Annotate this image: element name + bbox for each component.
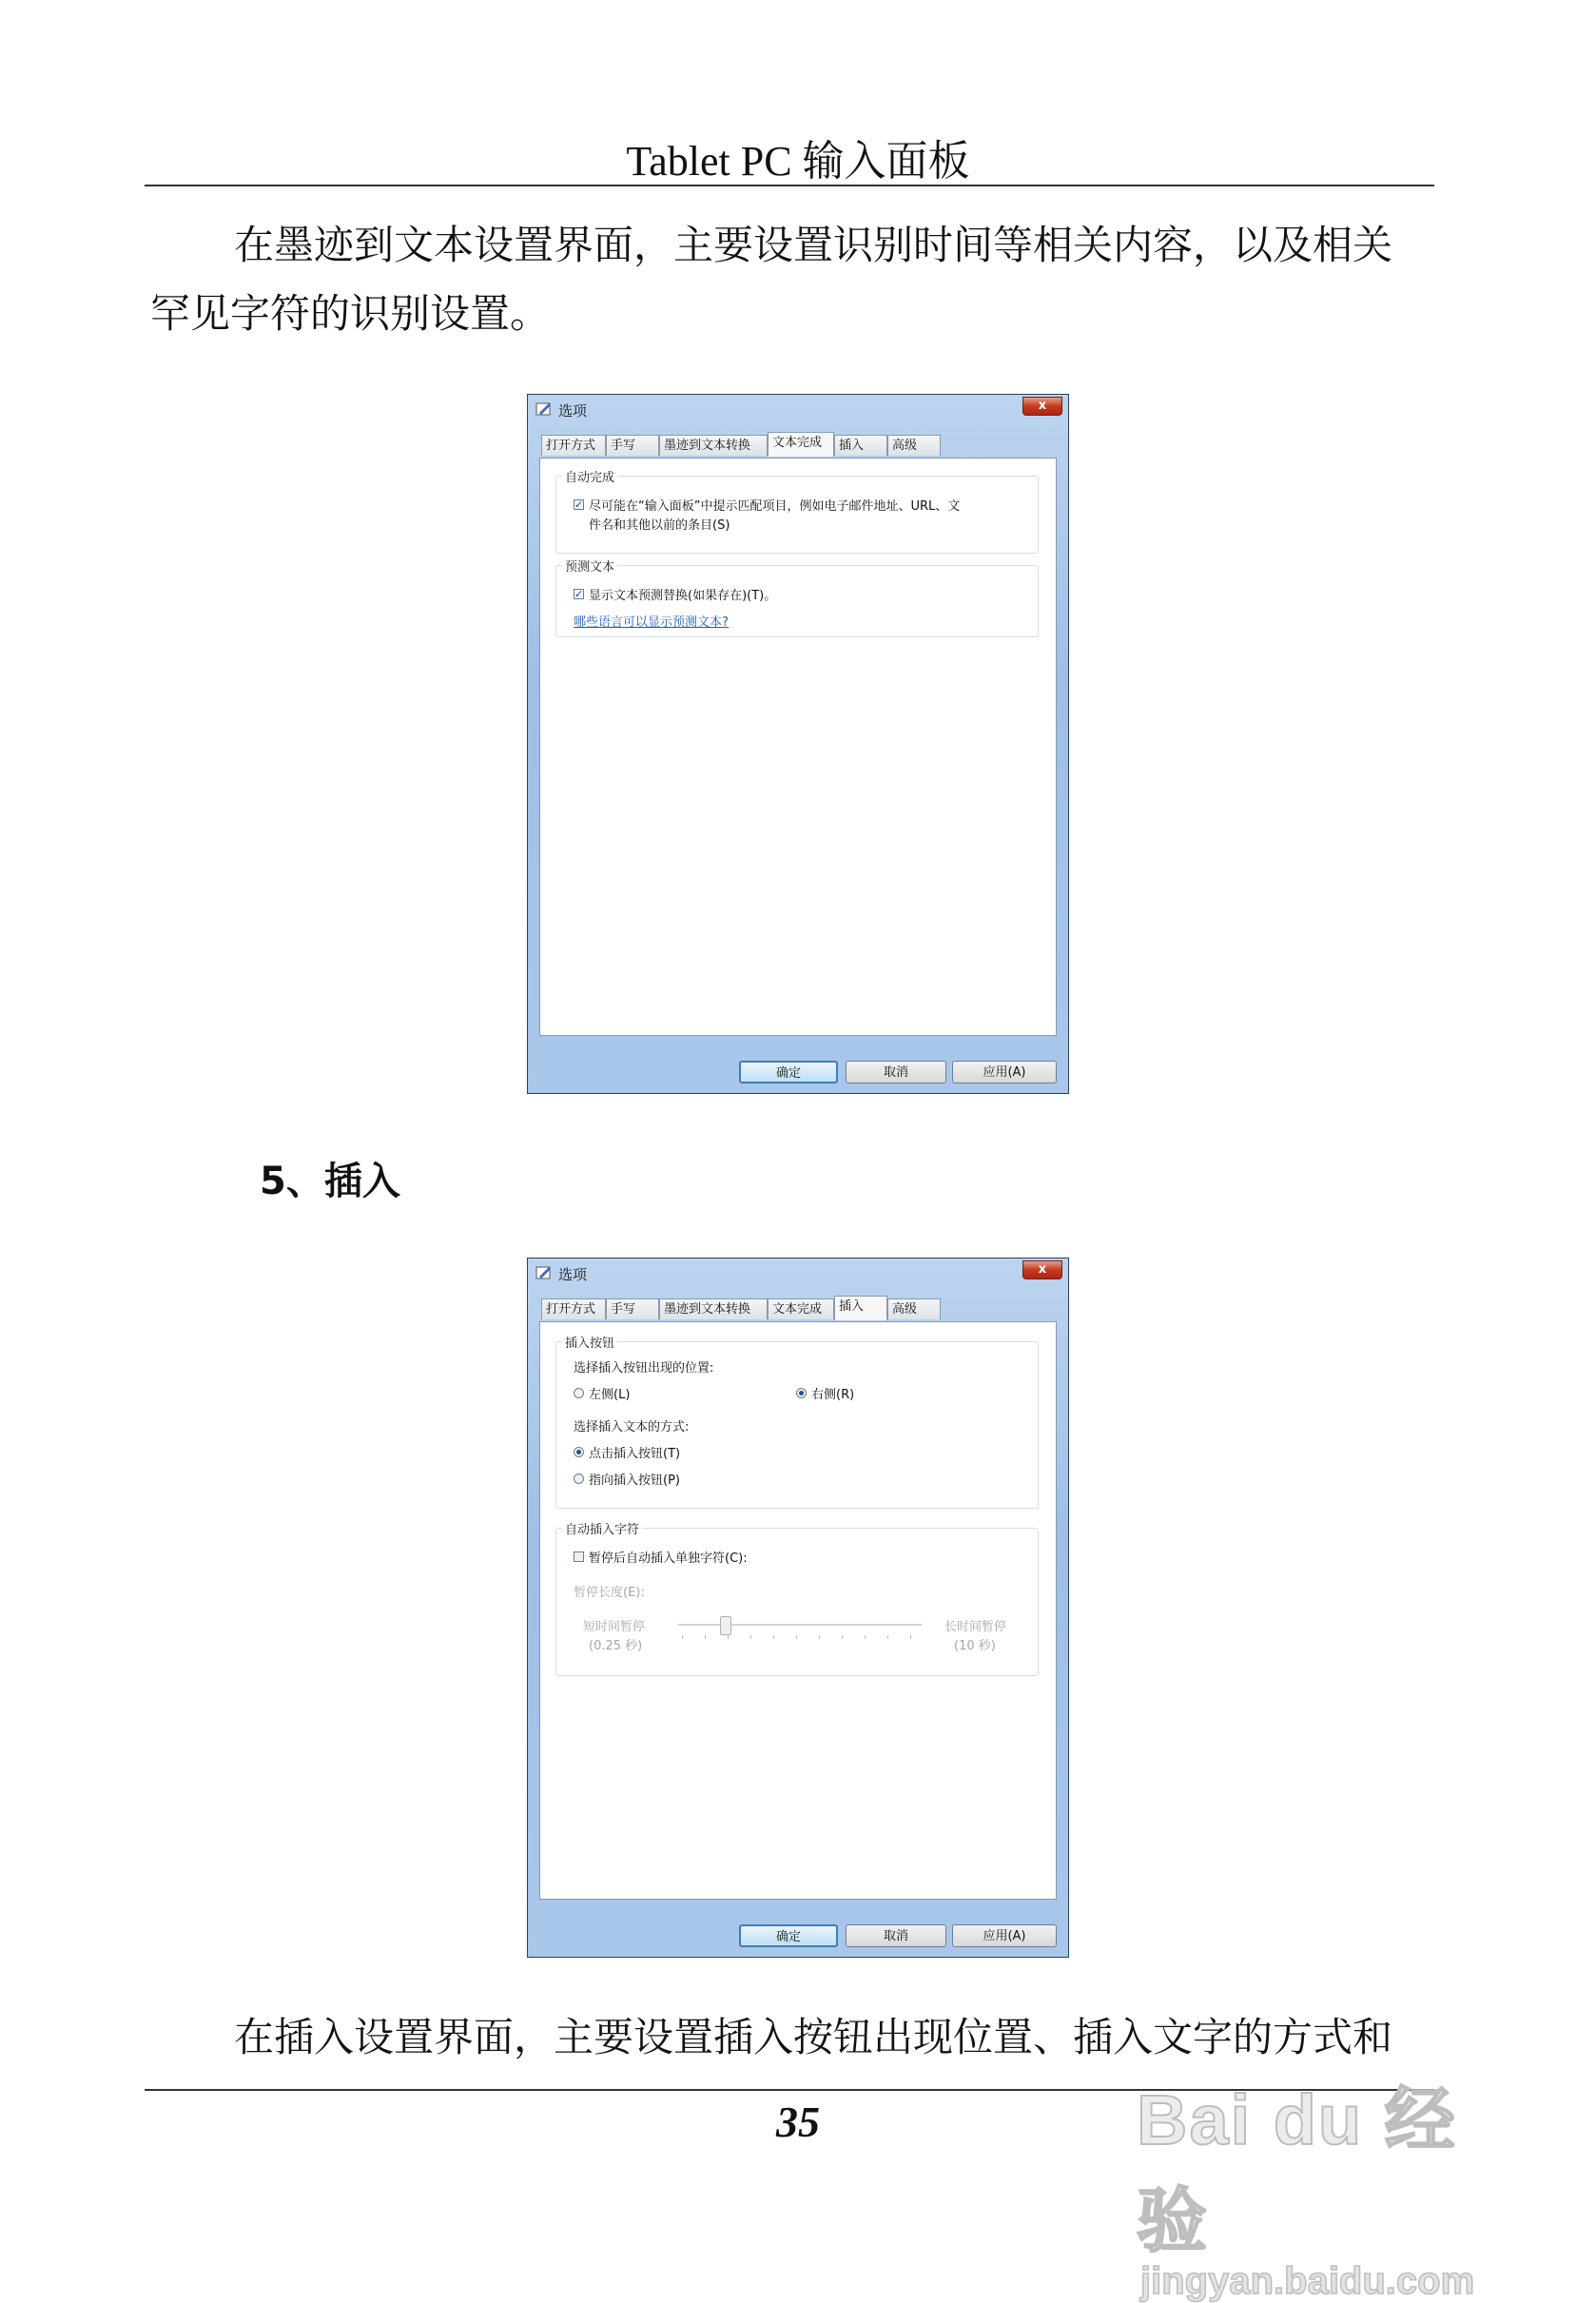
- point-radio-label: 指向插入按钮(P): [589, 1474, 680, 1488]
- tab-advanced[interactable]: 高级: [887, 435, 941, 456]
- auto-insert-checkbox-label: 暂停后自动插入单独字符(C):: [589, 1552, 748, 1566]
- position-label: 选择插入按钮出现的位置:: [574, 1361, 714, 1376]
- cancel-button[interactable]: 取消: [846, 1924, 946, 1947]
- pen-icon: [535, 1265, 553, 1280]
- auto-insert-group: [555, 1523, 1039, 1676]
- tab-open-method[interactable]: 打开方式: [541, 435, 606, 456]
- autocomplete-checkbox[interactable]: ✓: [574, 498, 584, 511]
- tab-text-completion[interactable]: 文本完成: [768, 1298, 834, 1319]
- tab-ink-to-text[interactable]: 墨迹到文本转换: [659, 435, 768, 456]
- short-pause-value: (0.25 秒): [589, 1639, 643, 1653]
- predictive-checkbox[interactable]: ✓: [574, 588, 584, 600]
- baidu-watermark: [1137, 2064, 1517, 2302]
- ok-button[interactable]: 确定: [739, 1061, 838, 1083]
- paragraph-2-line-1: 在插入设置界面，主要设置插入按钮出现位置、插入文字的方式和: [234, 2014, 1393, 2060]
- options-dialog-insert: [527, 1258, 1069, 1958]
- long-pause-value: (10 秒): [954, 1639, 996, 1653]
- paragraph-1-line-2: 罕见字符的识别设置。: [150, 290, 551, 337]
- cancel-button[interactable]: 取消: [846, 1061, 946, 1083]
- slider-thumb[interactable]: [720, 1616, 731, 1635]
- pause-length-label: 暂停长度(E):: [574, 1586, 645, 1600]
- auto-insert-group-title: 自动插入字符: [562, 1519, 642, 1537]
- tab-ink-to-text[interactable]: 墨迹到文本转换: [659, 1298, 768, 1319]
- long-pause-label: 长时间暂停: [944, 1620, 1007, 1634]
- short-pause-label: 短时间暂停: [583, 1620, 646, 1634]
- dialog-title: 选项: [558, 402, 588, 420]
- close-button[interactable]: x: [1022, 397, 1062, 416]
- running-header: Tablet PC 输入面板: [626, 138, 970, 185]
- tap-radio-label: 点击插入按钮(T): [589, 1447, 681, 1461]
- tab-handwriting[interactable]: 手写: [606, 1298, 659, 1319]
- point-radio[interactable]: [574, 1474, 584, 1484]
- autocomplete-group-title: 自动完成: [562, 467, 617, 485]
- tab-text-completion[interactable]: 文本完成: [768, 432, 834, 457]
- pen-icon: [535, 401, 553, 417]
- predictive-group-title: 预测文本: [562, 556, 617, 575]
- tab-panel: [539, 458, 1057, 1036]
- right-radio[interactable]: [796, 1388, 807, 1398]
- apply-button[interactable]: 应用(A): [952, 1061, 1057, 1083]
- page-number: 35: [776, 2098, 820, 2146]
- dialog-title: 选项: [558, 1266, 588, 1283]
- slider-ticks: [678, 1635, 922, 1641]
- predictive-group: [555, 560, 1039, 637]
- predictive-languages-link[interactable]: 哪些语言可以显示预测文本?: [574, 615, 729, 630]
- left-radio-label: 左侧(L): [589, 1388, 631, 1402]
- tab-insert[interactable]: 插入: [834, 1296, 887, 1320]
- dialog-titlebar: [528, 1259, 1068, 1287]
- predictive-label: 显示文本预测替换(如果存在)(T)。: [589, 589, 777, 603]
- autocomplete-label-line-2: 件名和其他以前的条目(S): [589, 518, 730, 533]
- ok-button[interactable]: 确定: [739, 1924, 838, 1947]
- section-heading: 5、插入: [260, 1160, 400, 1203]
- right-radio-label: 右侧(R): [811, 1388, 855, 1402]
- method-label: 选择插入文本的方式:: [574, 1420, 690, 1434]
- autocomplete-group: [555, 471, 1039, 554]
- tab-panel: [539, 1321, 1057, 1900]
- watermark-logo: Bai du 经验: [1137, 2080, 1457, 2260]
- paragraph-1: [150, 211, 1463, 348]
- tab-advanced[interactable]: 高级: [887, 1298, 941, 1319]
- options-dialog-text-completion: [527, 394, 1069, 1094]
- left-radio[interactable]: [574, 1388, 584, 1398]
- paragraph-1-line-1: 在墨迹到文本设置界面，主要设置识别时间等相关内容，以及相关: [234, 222, 1393, 268]
- insert-button-group: [555, 1337, 1039, 1509]
- header-rule: [145, 185, 1434, 186]
- insert-button-group-title: 插入按钮: [562, 1333, 617, 1351]
- autocomplete-label-line-1: 尽可能在“输入面板”中提示匹配项目，例如电子邮件地址、URL、文: [589, 499, 961, 514]
- close-button[interactable]: x: [1022, 1260, 1062, 1279]
- tap-radio[interactable]: [574, 1447, 584, 1457]
- dialog-titlebar: [528, 395, 1068, 423]
- tab-open-method[interactable]: 打开方式: [541, 1298, 606, 1319]
- paragraph-2: [150, 2003, 1463, 2072]
- watermark-url: jingyan.baidu.com: [1140, 2260, 1475, 2302]
- pause-slider[interactable]: [678, 1616, 922, 1641]
- apply-button[interactable]: 应用(A): [952, 1924, 1057, 1947]
- auto-insert-checkbox[interactable]: [574, 1552, 584, 1562]
- tab-insert[interactable]: 插入: [834, 435, 887, 456]
- tab-handwriting[interactable]: 手写: [606, 435, 659, 456]
